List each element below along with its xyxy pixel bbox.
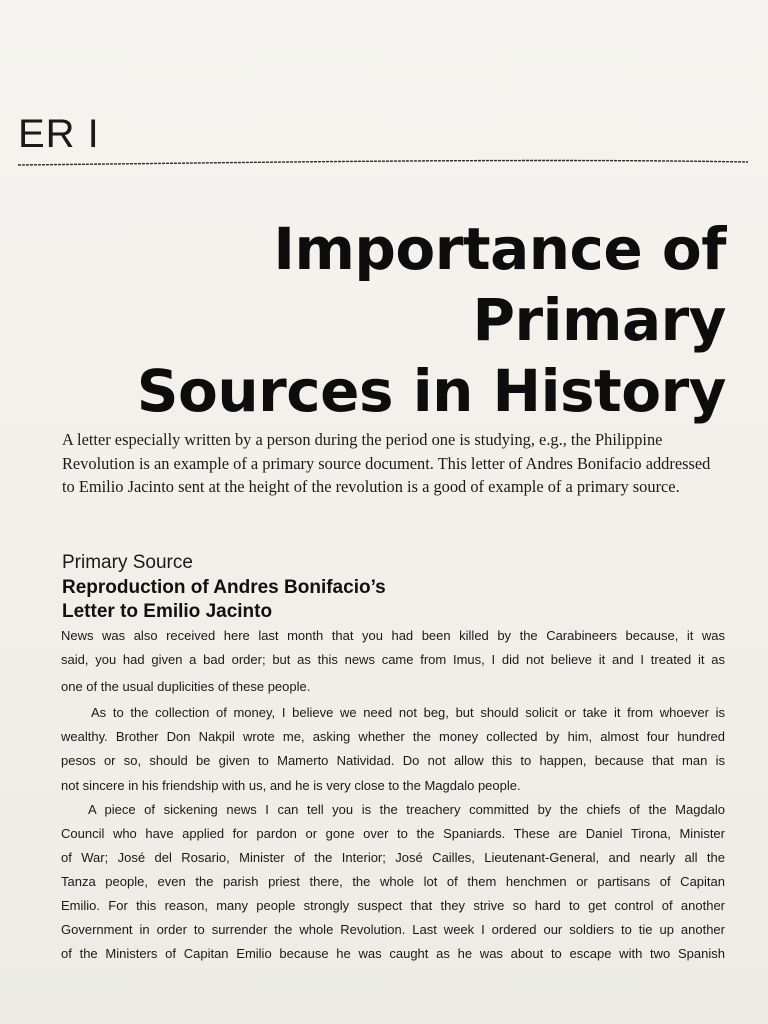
letter-line: Council who have applied for pardon or gone over to the Spaniards. These are Daniel Tirona, Minister	[61, 826, 725, 841]
letter-line: said, you had given a bad order; but as this news came from Imus, I did not believe it and I treated it as	[61, 652, 725, 667]
letter-line: of the Ministers of Capitan Emilio because he was caught as he was about to escape with two Spanish	[61, 946, 725, 961]
section-title-line-1: Reproduction of Andres Bonifacio’s	[62, 577, 386, 598]
letter-line: Emilio. For this reason, many people strongly suspect that they strive so hard to get control of another	[61, 898, 725, 913]
page-title	[20, 214, 726, 427]
letter-line: Tanza people, even the parish priest there, the whole lot of them henchmen or partisans of Capitan	[61, 874, 725, 889]
letter-line: Government in order to surrender the whole Revolution. Last week I ordered our soldiers to tie up another	[61, 922, 725, 937]
letter-line: A piece of sickening news I can tell you is the treachery committed by the chiefs of the Magdalo	[88, 802, 725, 817]
intro-paragraph: A letter especially written by a person during the period one is studying, e.g., the Philippine Revolution is an example of a primary source document. This letter of Andres Bonifacio addressed to Emilio Jacinto sent at the height of the revolution is a good of example of a primary source.	[62, 430, 711, 496]
title-line-1: Importance of Primary	[273, 215, 726, 354]
letter-line: pesos or so, should be given to Mamerto Natividad. Do not allow this to happen, because that man is	[61, 753, 725, 768]
letter-line: wealthy. Brother Don Nakpil wrote me, asking whether the money collected by him, almost four hundred	[61, 729, 725, 744]
letter-line: of War; José del Rosario, Minister of the Interior; José Cailles, Lieutenant-General, and nearly all the	[61, 850, 725, 865]
letter-line: not sincere in his friendship with us, and he is very close to the Magdalo people.	[61, 778, 521, 793]
letter-line: News was also received here last month that you had been killed by the Carabineers because, it was	[61, 628, 725, 643]
section-title	[62, 576, 562, 624]
chapter-rule	[18, 158, 748, 168]
section-title-line-2: Letter to Emilio Jacinto	[62, 601, 273, 622]
letter-line: one of the usual duplicities of these people.	[61, 679, 311, 694]
section-label: Primary Source	[62, 552, 193, 573]
letter-line: As to the collection of money, I believe we need not beg, but should solicit or take it from whoever is	[91, 705, 725, 720]
chapter-label: ER I	[18, 112, 100, 156]
title-line-2: Sources in History	[136, 357, 726, 425]
